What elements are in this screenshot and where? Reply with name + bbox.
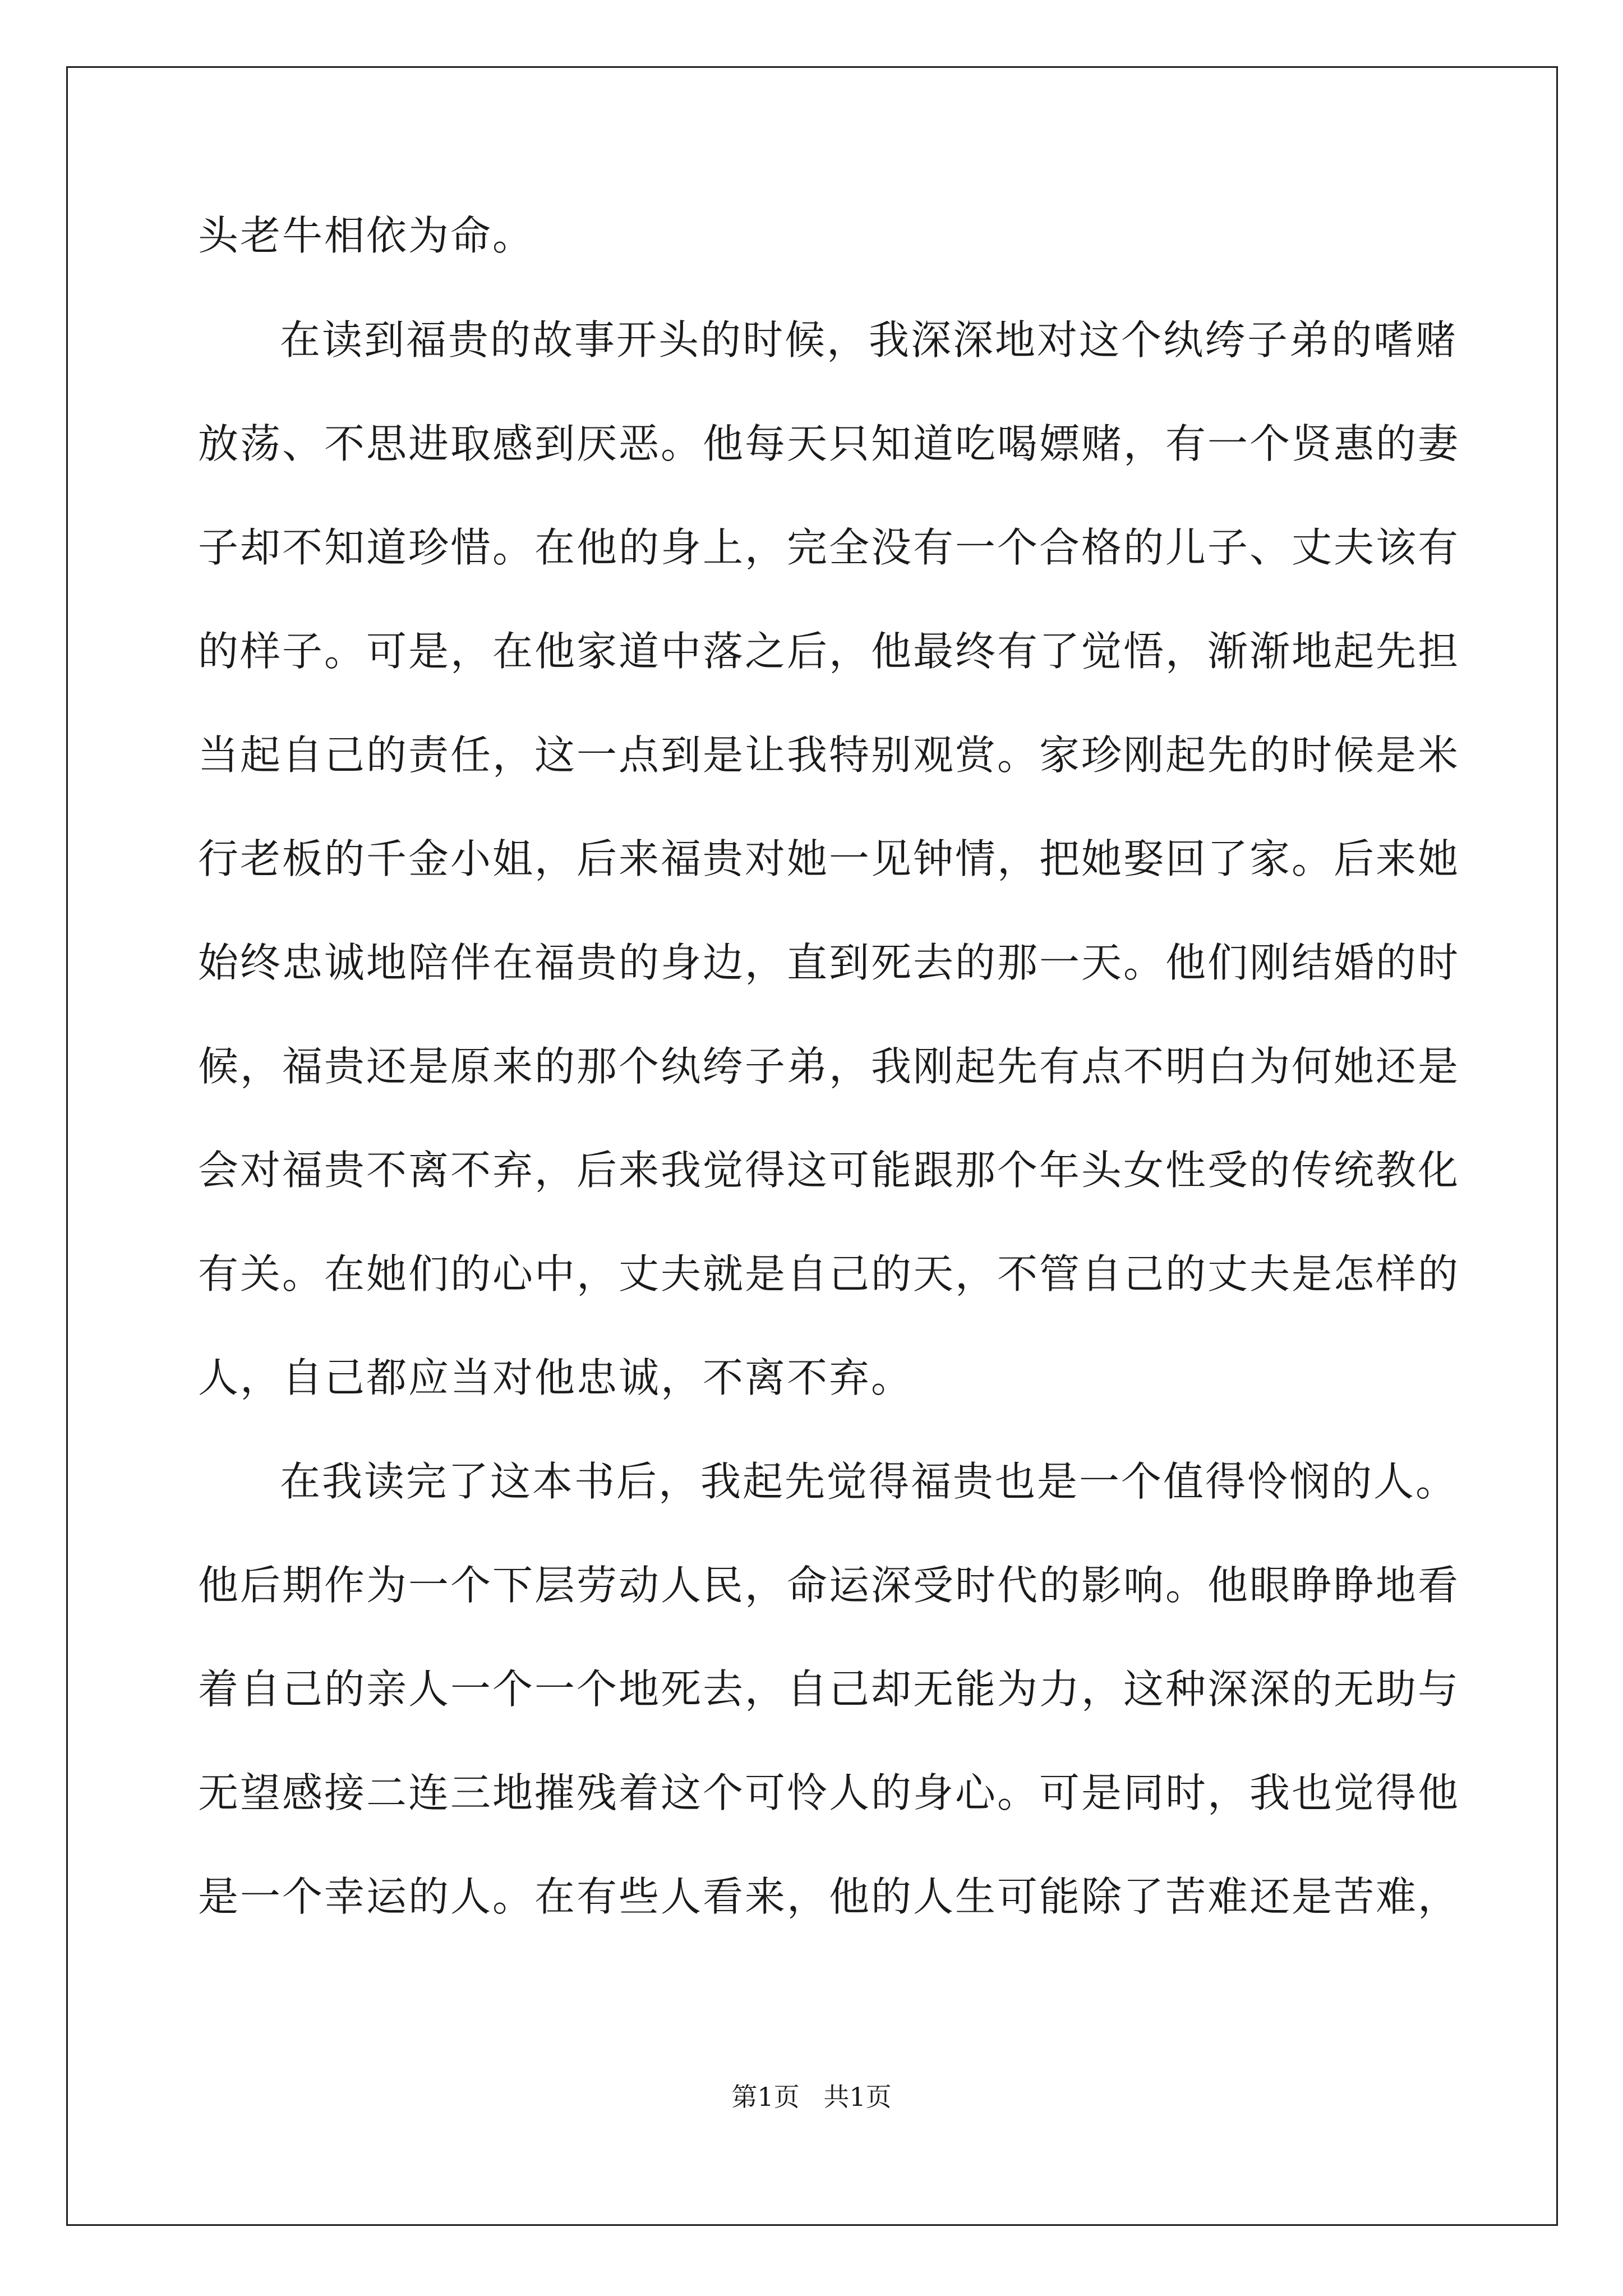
text-line: 会对福贵不离不弃，后来我觉得这可能跟那个年头女性受的传统教化	[198, 1147, 1460, 1194]
page-footer	[0, 2080, 1623, 2114]
text-line: 着自己的亲人一个一个地死去，自己却无能为力，这种深深的无助与	[198, 1665, 1460, 1713]
text-line: 的样子。可是，在他家道中落之后，他最终有了觉悟，渐渐地起先担	[198, 628, 1460, 675]
text-line: 放荡、不思进取感到厌恶。他每天只知道吃喝嫖赌，有一个贤惠的妻	[198, 420, 1460, 467]
paragraph-start-line: 在我读完了这本书后，我起先觉得福贵也是一个值得怜悯的人。	[280, 1458, 1458, 1505]
text-line: 始终忠诚地陪伴在福贵的身边，直到死去的那一天。他们刚结婚的时	[198, 939, 1460, 986]
text-line: 行老板的千金小姐，后来福贵对她一见钟情，把她娶回了家。后来她	[198, 835, 1460, 882]
text-line: 他后期作为一个下层劳动人民，命运深受时代的影响。他眼睁睁地看	[198, 1562, 1460, 1609]
text-line: 是一个幸运的人。在有些人看来，他的人生可能除了苦难还是苦难，	[198, 1873, 1460, 1920]
page-total: 共1页	[823, 2082, 892, 2112]
text-line: 头老牛相依为命。	[198, 212, 535, 259]
page-number: 第1页	[731, 2082, 800, 2112]
text-line: 无望感接二连三地摧残着这个可怜人的身心。可是同时，我也觉得他	[198, 1769, 1460, 1816]
text-line: 有关。在她们的心中，丈夫就是自己的天，不管自己的丈夫是怎样的	[198, 1250, 1460, 1297]
text-line: 当起自己的责任，这一点到是让我特别观赏。家珍刚起先的时候是米	[198, 731, 1460, 779]
text-line: 子却不知道珍惜。在他的身上，完全没有一个合格的儿子、丈夫该有	[198, 524, 1460, 571]
paragraph-start-line: 在读到福贵的故事开头的时候，我深深地对这个纨绔子弟的嗜赌	[280, 316, 1458, 364]
text-line: 人，自己都应当对他忠诚，不离不弃。	[198, 1354, 914, 1401]
text-line: 候，福贵还是原来的那个纨绔子弟，我刚起先有点不明白为何她还是	[198, 1043, 1460, 1090]
